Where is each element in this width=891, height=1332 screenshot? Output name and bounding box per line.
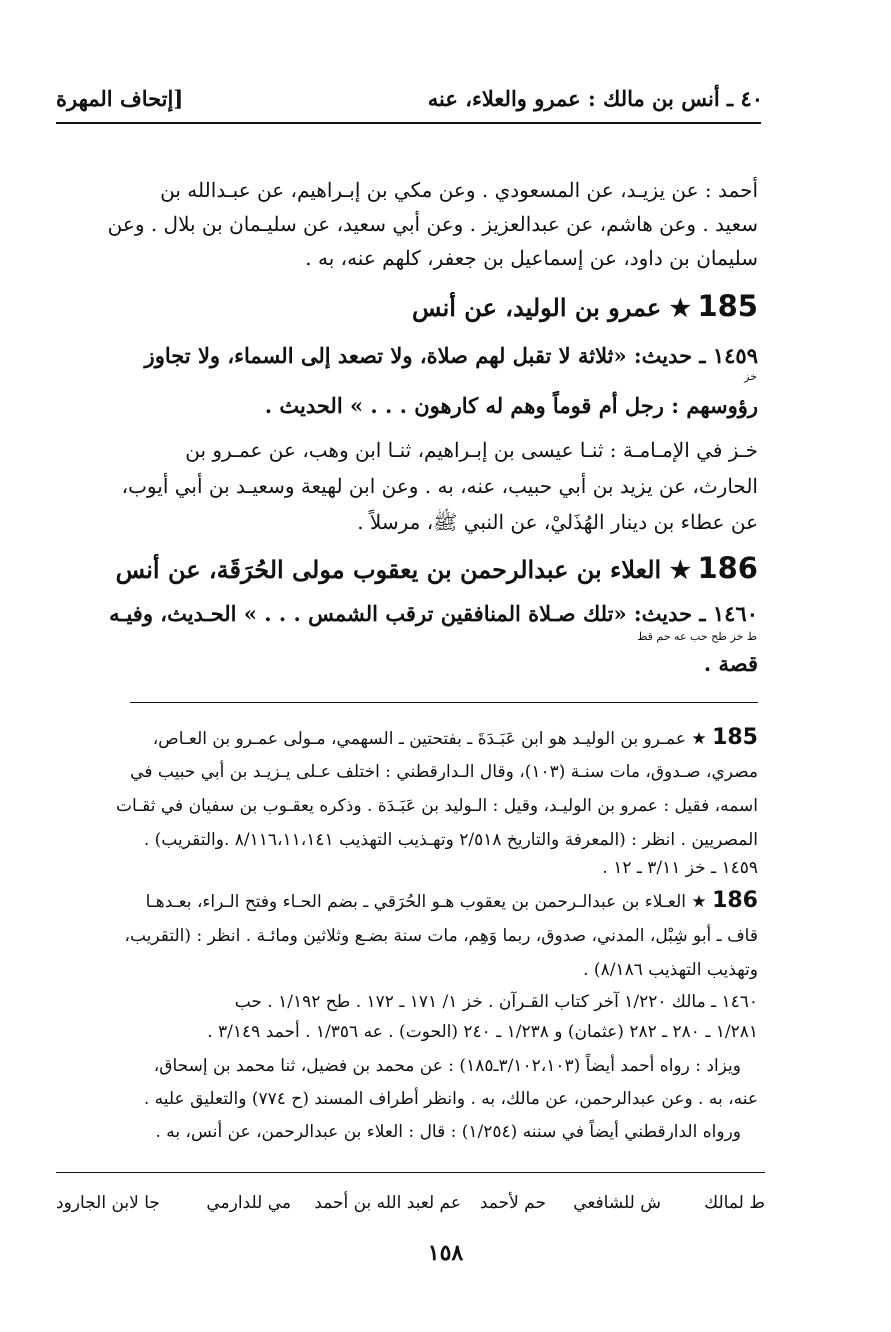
- hadith-line: ١٤٦٠ ـ حديث: «تلك صـلاة المنافقين ترقب الشمس . . . » الحـديث، وفيـه: [109, 601, 758, 626]
- source-marker: ط خز طح حب عه حم قط: [637, 630, 757, 643]
- footnote-line: ١٤٦٠ ـ مالك ١/٢٢٠ آخر كتاب القـرآن . خز ١/ ١٧١ ـ ١٧٢ . طح ١/١٩٢ . حب: [234, 992, 758, 1012]
- footnote-line: ورواه الدارقطني أيضاً في سننه (١/٢٥٤) : قال : العلاء بن عبدالرحمن، عن أنس، به .: [155, 1122, 741, 1142]
- header-book-title: [إتحاف المهرة: [56, 86, 184, 111]
- footnote-line: المصريين . انظر : (المعرفة والتاريخ ٢/٥١٨ وتهـذيب التهذيب ٨/١١٦،١١،١٤١ .والتقريب) .: [143, 830, 758, 850]
- section-number: 185: [697, 289, 758, 323]
- abbreviation: ط لمالك: [704, 1193, 765, 1213]
- abbreviation: مي للدارمي: [206, 1193, 291, 1213]
- abbreviation: ش للشافعي: [573, 1193, 661, 1213]
- star-icon: ★: [661, 293, 692, 322]
- hadith-line: ١٤٥٩ ـ حديث: «ثلاثة لا تقبل لهم صلاة، ولا تصعد إلى السماء، ولا تجاوز: [144, 343, 758, 368]
- hadith-line: رؤوسهم : رجل أم قوماً وهم له كارهون . . . » الحديث .: [264, 393, 758, 418]
- star-icon: ★: [686, 892, 707, 912]
- footnote-number: 185: [712, 725, 758, 750]
- header-chapter-title: ٤٠ ـ أنس بن مالك : عمرو والعلاء، عنه: [427, 86, 763, 111]
- footnote-line: ١/٢٨١ ـ ٢٨٠ ـ ٢٨٢ (عثمان) و ١/٢٣٨ ـ ٢٤٠ (الحوت) . عه ١/٣٥٦ . أحمد ٣/١٤٩ .: [207, 1022, 758, 1042]
- body-line: أحمد : عن يزيـد، عن المسعودي . وعن مكي بن إبـراهيم، عن عبـدالله بن: [160, 178, 758, 202]
- abbreviation: جا لابن الجارود: [56, 1193, 160, 1213]
- abbreviation: حم لأحمد: [479, 1193, 546, 1213]
- header-rule: [56, 122, 761, 124]
- footnote-line: ١٤٥٩ ـ خز ٣/١١ ـ ١٢ .: [602, 858, 758, 878]
- body-line: خـز في الإمـامـة : ثنـا عيسى بن إبـراهيم، ثنـا ابن وهب، عن عمـرو بن: [185, 438, 758, 462]
- footnote-line: [130, 725, 758, 752]
- footnote-line: ويزاد : رواه أحمد أيضاً (٣/١٠٢،١٠٣ـ١٨٥) : عن محمد بن فضيل، ثنا محمد بن إسحاق،: [153, 1056, 741, 1076]
- body-line: سعيد . وعن هاشم، عن عبدالعزيز . وعن أبي سعيد، عن سليـمان بن بلال . وعن: [107, 212, 758, 236]
- footnote-text: عمـرو بن الوليـد هو ابن عَبَـدَةَ ـ بفتحتين ـ السهمي، مـولى عمـرو بن العـاص،: [152, 729, 686, 749]
- footnote-line: وتهذيب التهذيب ٨/١٨٦) .: [583, 960, 758, 980]
- body-line: عن عطاء بن دينار الهُذَليْ، عن النبي ﷺ، مرسلاً .: [357, 510, 758, 534]
- footnote-line: مصري، صـدوق، مات سنـة (١٠٣)، وقال الـدارقطني : اختلف عـلى يـزيـد بن أبي حبيب في: [130, 762, 758, 782]
- section-heading-186: [115, 550, 758, 589]
- abbreviations-rule: [56, 1172, 765, 1173]
- star-icon: ★: [661, 555, 692, 584]
- section-title: العلاء بن عبدالرحمن بن يعقوب مولى الحُرَقَة، عن أنس: [115, 555, 662, 584]
- footnote-line: اسمه، فقيل : عمرو بن الوليـد، وقيل : الـوليد بن عَبَـدَة . وذكره يعقـوب بن سفيان في ثقـات: [115, 796, 758, 816]
- page-number: ١٥٨: [427, 1240, 464, 1266]
- footnote-line: عنه، به . وعن عبدالرحمن، عن مالك، به . وانظر أطراف المسند (ح ٧٧٤) والتعليق عليه .: [143, 1089, 758, 1109]
- source-marker: خز: [744, 370, 757, 383]
- star-icon: ★: [686, 729, 707, 749]
- footnote-line: [130, 888, 758, 915]
- section-number: 186: [697, 551, 758, 585]
- hadith-line: قصة .: [703, 651, 758, 676]
- body-line: سليمان بن داود، عن إسماعيل بن جعفر، كلهم عنه، به .: [305, 246, 758, 270]
- footnote-line: قاف ـ أبو شِبْل، المدني، صدوق، ربما وَهِم، مات سنة بضـع وثلاثين ومائـة . انظر : (التقريب،: [124, 926, 758, 946]
- body-line: الحارث، عن يزيد بن أبي حبيب، عنه، به . وعن ابن لهيعة وسعيـد بن أبي أيوب،: [121, 474, 758, 498]
- section-title: عمرو بن الوليد، عن أنس: [412, 293, 662, 322]
- footnote-text: العـلاء بن عبدالـرحمن بن يعقوب هـو الحُرَقي ـ بضم الحـاء وفتح الـراء، بعـدهـا: [145, 892, 686, 912]
- footnote-rule: [130, 702, 758, 703]
- abbreviation: عم لعبد الله بن أحمد: [314, 1193, 461, 1213]
- section-heading-185: [130, 288, 758, 327]
- footnote-number: 186: [712, 888, 758, 913]
